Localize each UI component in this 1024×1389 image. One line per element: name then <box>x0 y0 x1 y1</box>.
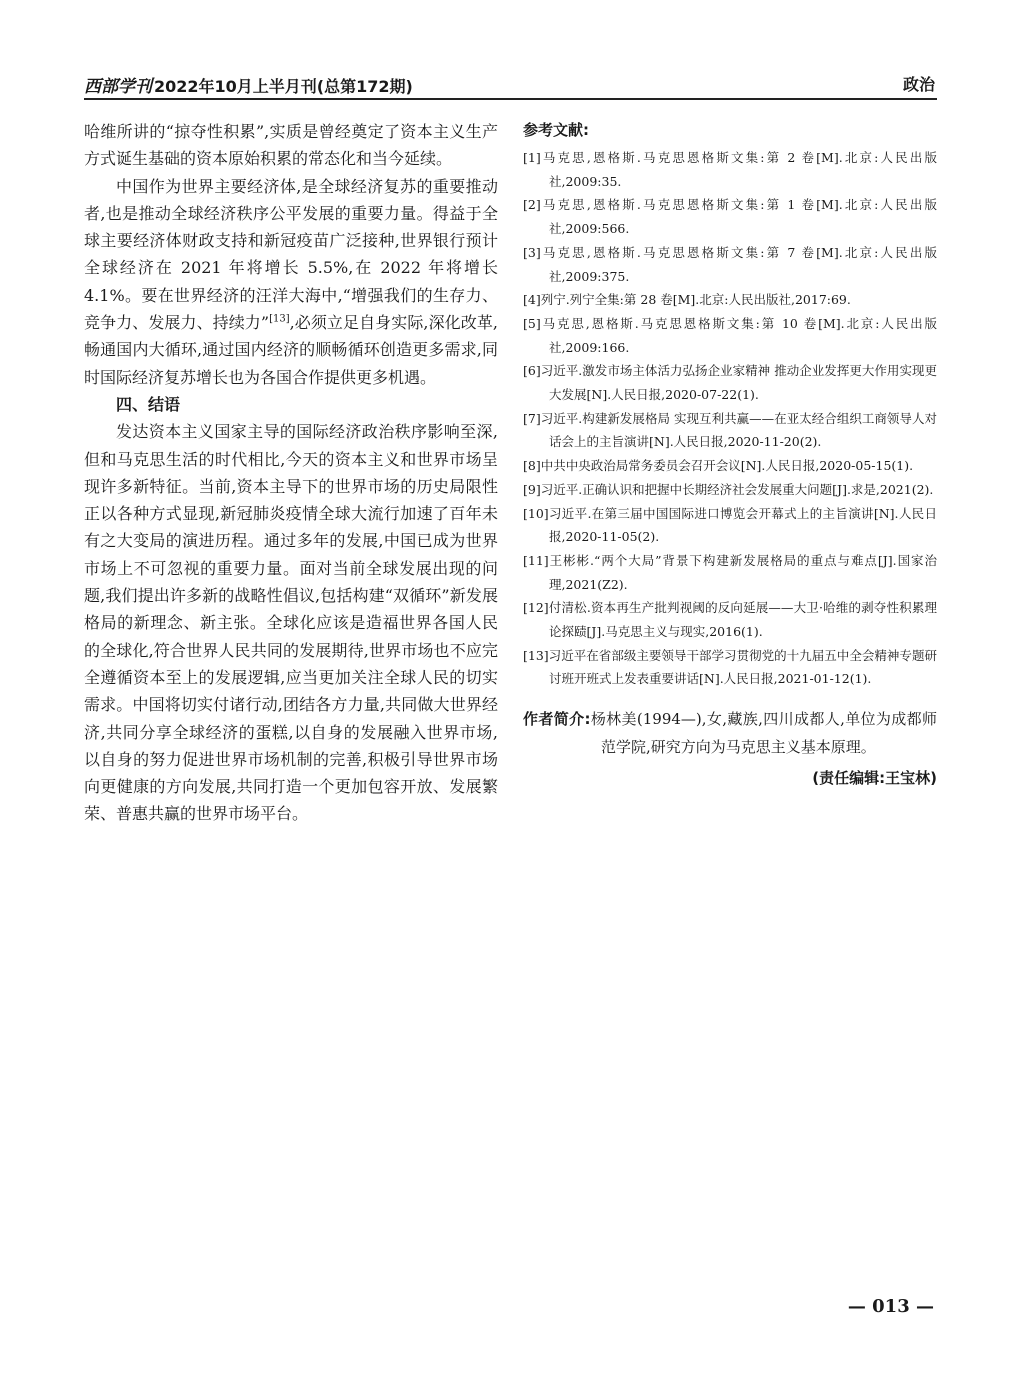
journal-logo: 西部学刊 <box>84 77 152 97</box>
section-label: 政治 <box>902 75 935 94</box>
reference-item: [6]习近平.激发市场主体活力弘扬企业家精神 推动企业发挥更大作用实现更大发展[N].人民日报,2020-07-22(1). <box>523 363 937 403</box>
paragraph-2: 中国作为世界主要经济体,是全球经济复苏的重要推动者,也是推动全球经济秩序公平发展的重要力量。得益于全球主要经济体财政支持和新冠疫苗广泛接种,世界银行预计全球经济在 2021 年将增长 5.5%,在 2022 年将增长 4.1%。要在世界经济的汪洋大海中,“增强我们的生存力、竞争力、发展力、持续力”[13],必须立足自身实际,深化改革,畅通国内大循环,通过国内经济的顺畅循环创造更多需求,同时国际经济复苏增长也为各国合作提供更多机遇。 <box>84 176 498 387</box>
reference-item: [5]马克思,恩格斯.马克思恩格斯文集:第 10 卷[M].北京:人民出版社,2009:166. <box>523 315 937 355</box>
body-column-left <box>84 118 498 828</box>
running-header <box>84 68 937 100</box>
paragraph-1: 哈维所讲的“掠夺性积累”,实质是曾经奠定了资本主义生产方式诞生基础的资本原始积累的常态化和当今延续。 <box>84 122 498 169</box>
reference-item: [10]习近平.在第三届中国国际进口博览会开幕式上的主旨演讲[N].人民日报,2020-11-05(2). <box>523 505 937 545</box>
author-bio <box>523 705 937 761</box>
issue-label: 2022年10月上半月刊(总第172期) <box>154 77 413 96</box>
paragraph-3: 发达资本主义国家主导的国际经济政治秩序影响至深,但和马克思生活的时代相比,今天的资本主义和世界市场呈现许多新特征。当前,资本主导下的世界市场的历史局限性正以各种方式显现,新冠肺炎疫情全球大流行加速了百年未有之大变局的演进历程。通过多年的发展,中国已成为世界市场上不可忽视的重要力量。面对当前全球发展出现的问题,我们提出许多新的战略性倡议,包括构建“双循环”新发展格局的新理念、新主张。全球化应该是造福世界各国人民的全球化,符合世界人民共同的发展期待,世界市场也不应完全遵循资本至上的发展逻辑,应当更加关注全球人民的切实需求。中国将切实付诸行动,团结各方力量,共同做大世界经济,共同分享全球经济的蛋糕,以自身的发展融入世界市场,以自身的努力促进世界市场机制的完善,积极引导世界市场向更健康的方向发展,共同打造一个更加包容开放、发展繁荣、普惠共赢的世界市场平台。 <box>84 422 498 824</box>
reference-item: [12]付清松.资本再生产批判视阈的反向延展——大卫·哈维的剥夺性积累理论探赜[J].马克思主义与现实,2016(1). <box>523 600 937 640</box>
reference-item: [9]习近平.正确认识和把握中长期经济社会发展重大问题[J].求是,2021(2). <box>523 481 934 497</box>
reference-item: [8]中共中央政治局常务委员会召开会议[N].人民日报,2020-05-15(1). <box>523 458 914 474</box>
reference-item: [4]列宁.列宁全集:第 28 卷[M].北京:人民出版社,2017:69. <box>523 292 851 308</box>
reference-item: [3]马克思,恩格斯.马克思恩格斯文集:第 7 卷[M].北京:人民出版社,2009:375. <box>523 244 937 284</box>
body-column-right <box>523 118 937 788</box>
journal-issue <box>84 72 413 97</box>
page-number: — 013 — <box>847 1296 934 1317</box>
section-heading-conclusion: 四、结语 <box>116 394 181 414</box>
author-bio-text: 杨林美(1994—),女,藏族,四川成都人,单位为成都师范学院,研究方向为马克思主义基本原理。 <box>590 710 938 757</box>
reference-item: [7]习近平.构建新发展格局 实现互利共赢——在亚太经合组织工商领导人对话会上的主旨演讲[N].人民日报,2020-11-20(2). <box>523 410 937 450</box>
author-bio-label: 作者简介: <box>523 710 591 729</box>
responsible-editor: (责任编辑:王宝林) <box>812 769 937 788</box>
reference-item: [2]马克思,恩格斯.马克思恩格斯文集:第 1 卷[M].北京:人民出版社,2009:566. <box>523 197 937 237</box>
reference-item: [1]马克思,恩格斯.马克思恩格斯文集:第 2 卷[M].北京:人民出版社,2009:35. <box>523 150 937 189</box>
reference-item: [13]习近平在省部级主要领导干部学习贯彻党的十九届五中全会精神专题研讨班开班式上发表重要讲话[N].人民日报,2021-01-12(1). <box>523 647 937 687</box>
reference-list <box>523 146 937 691</box>
citation-13: [13] <box>269 313 290 325</box>
references-title: 参考文献: <box>523 121 589 139</box>
reference-item: [11]王彬彬.“两个大局”背景下构建新发展格局的重点与难点[J].国家治理,2021(Z2). <box>523 552 937 592</box>
